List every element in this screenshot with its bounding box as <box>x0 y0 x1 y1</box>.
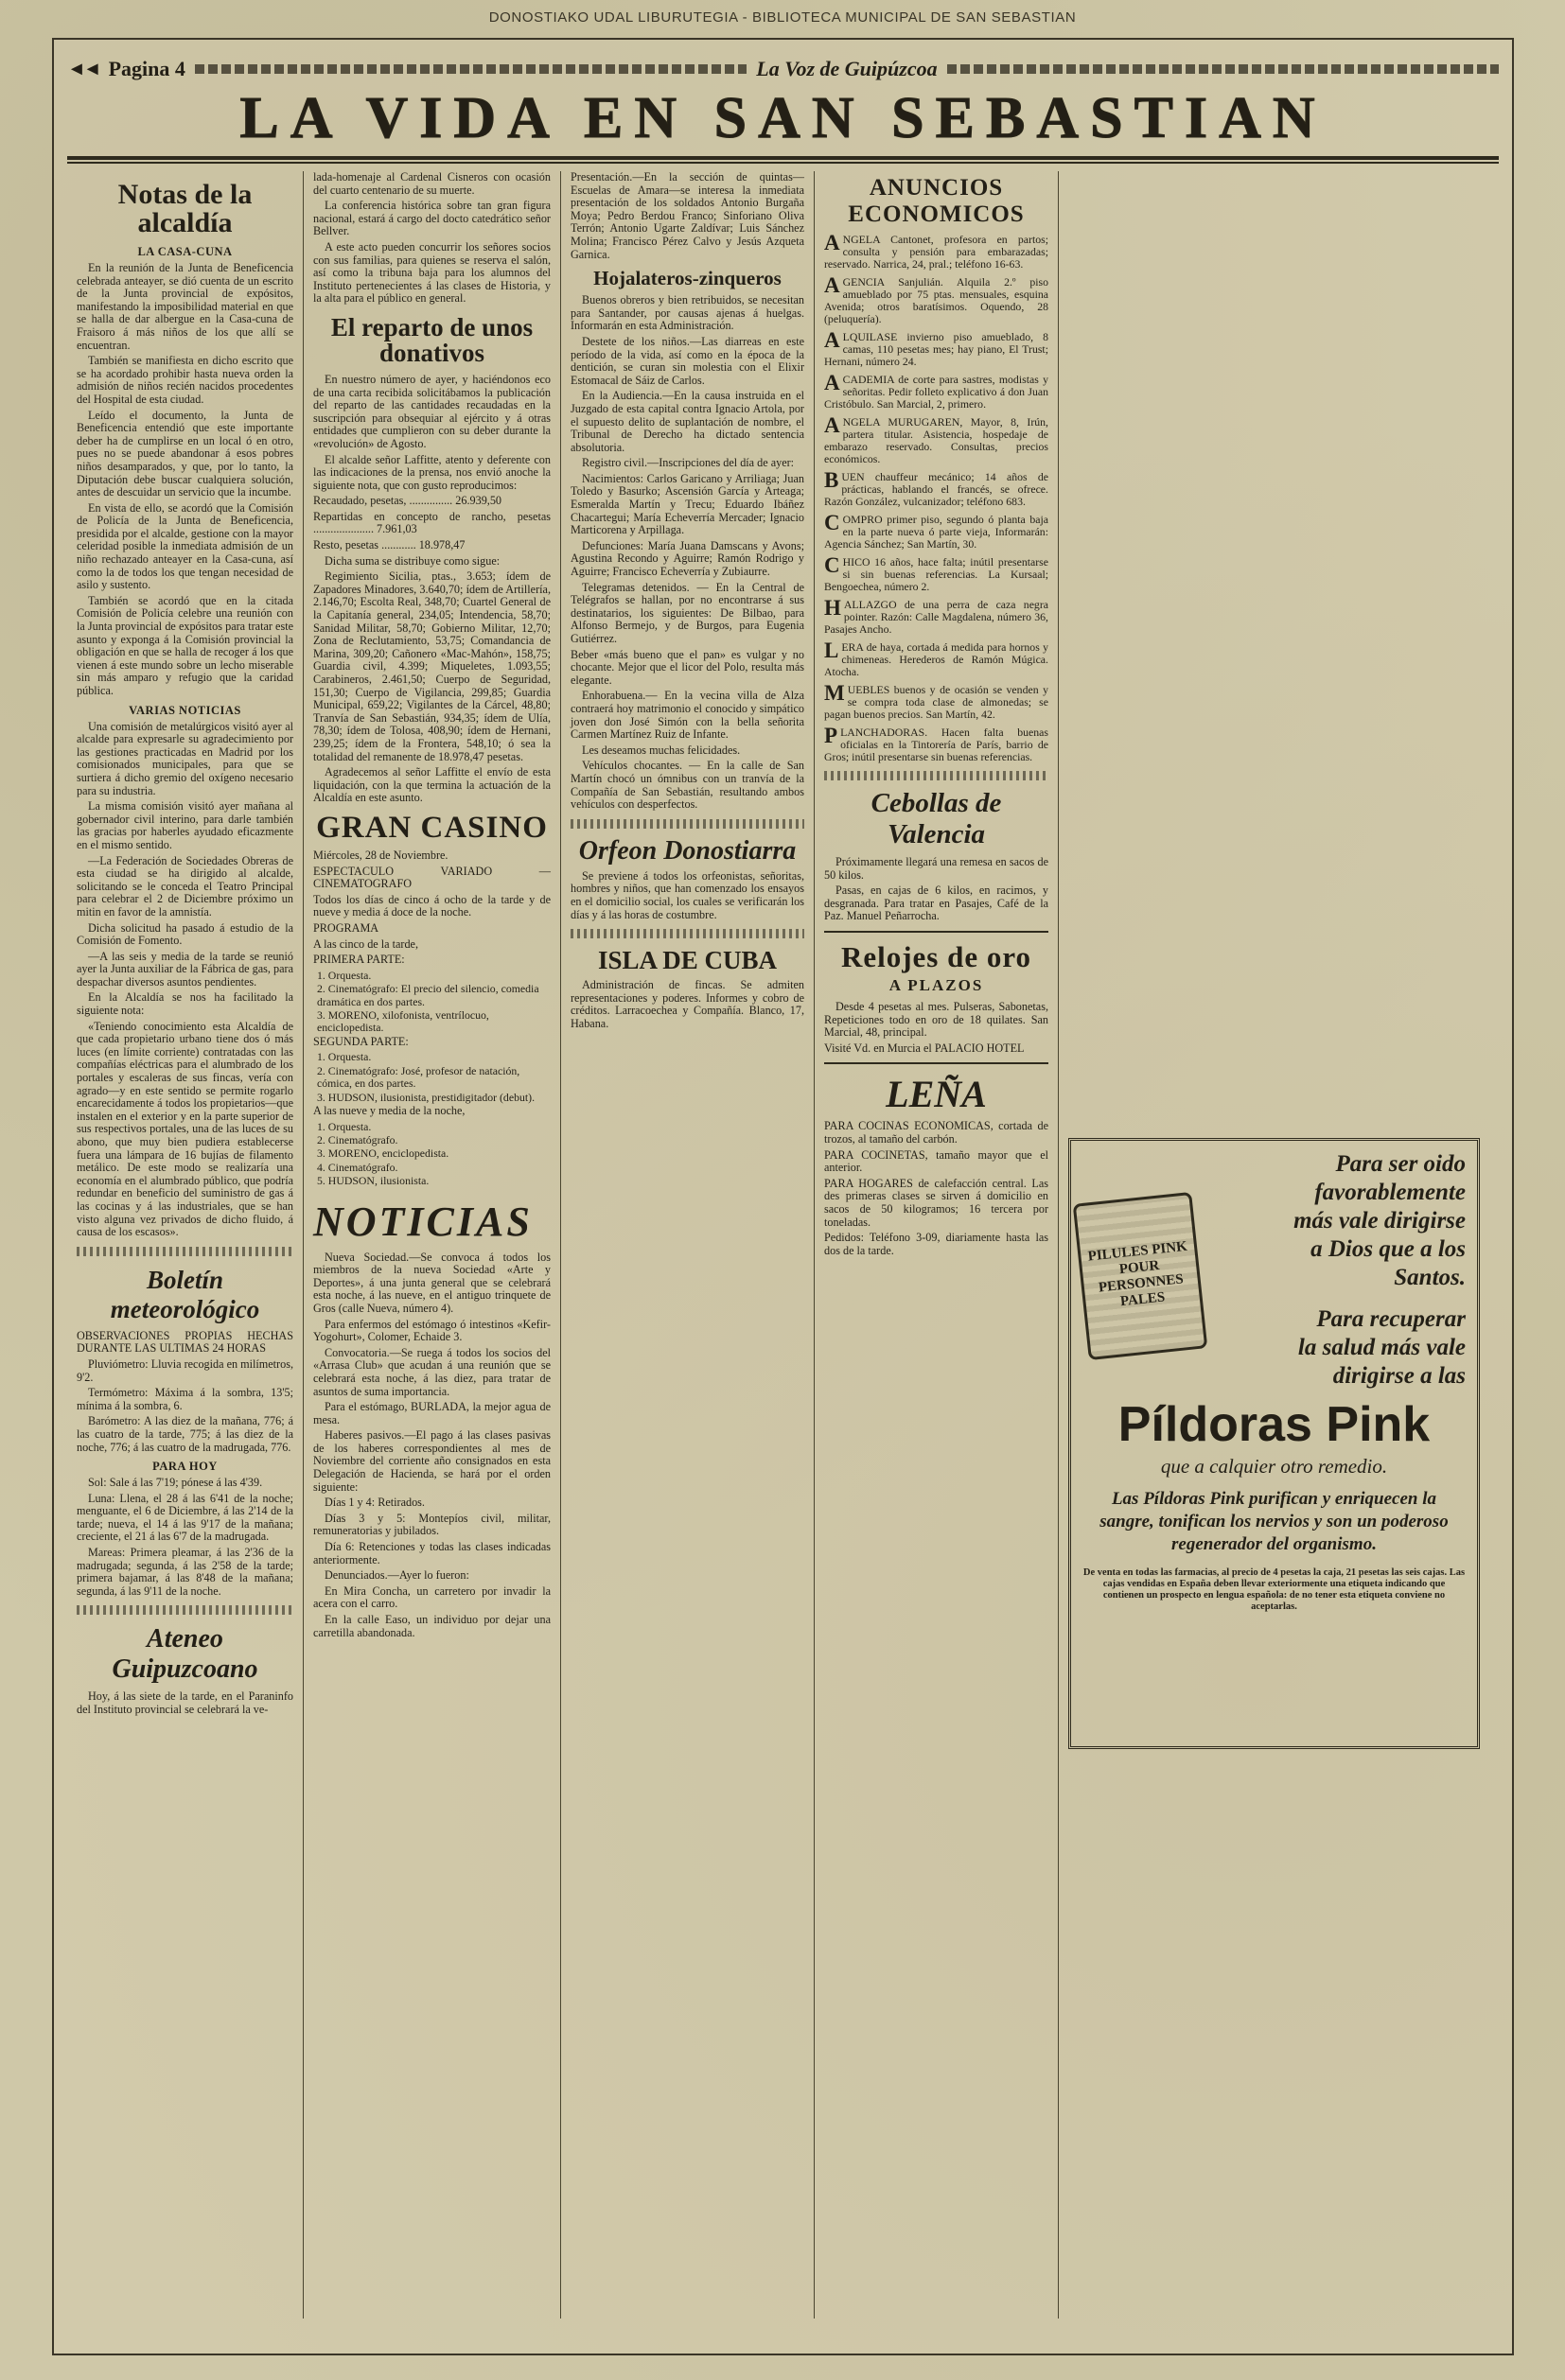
ad-relojes-de-oro: Relojes de oro <box>840 939 1032 973</box>
section-gran-casino: GRAN CASINO <box>316 810 548 845</box>
hoy-line: Luna: Llena, el 28 á las 6'41 de la noche; menguante, el 6 de Diciembre, á las 2'14 de la tarde; nueva, el 14 á las 9'17 de la mañana; creciente, el 21 á las 6'7 de la madrugada. <box>77 1491 293 1544</box>
list-item: 2. Cinematógrafo. <box>317 1132 398 1146</box>
ornament-divider <box>571 929 804 938</box>
divider-thick <box>67 156 1499 160</box>
ornament-divider <box>824 771 1048 780</box>
classified-ad <box>824 468 1048 508</box>
paragraph: Telegramas detenidos. — En la Central de Telégrafos se hallan, por no encontrarse á sus destinatarios, los siguientes: De Bilbao, para Alfonso Bermejo, y de Burgos, para Eugenia Gutiérrez. <box>571 580 804 645</box>
ad-text: ALLAZGO de una perra de caza negra pointer. Razón: Calle Magdalena, número 36, Pasajes Ancho. <box>824 598 1048 636</box>
paragraph: Administración de fincas. Se admiten representaciones y poderes. Informes y cobro de créditos. Larracoechea y Compañía. Blanco, 17, Habana. <box>571 978 804 1030</box>
section-boletin-meteorologico: Boletín meteorológico <box>110 1265 260 1323</box>
casino-first-time: A las cinco de la tarde, <box>313 936 418 951</box>
column-2 <box>304 171 561 2319</box>
ad-dropcap: A <box>824 328 840 352</box>
list-item: 2. Cinematógrafo: El precio del silencio, comedia dramática en dos partes. <box>317 982 539 1008</box>
ad-text: GENCIA Sanjulián. Alquila 2.º piso amueblado por 75 ptas. mensuales, esquina Avenida; otros baratísimos. Oquendo, 28 (peluquería). <box>824 275 1048 325</box>
meteo-line: Pluviómetro: Lluvia recogida en milímetros, 9'2. <box>77 1356 293 1384</box>
ornament-divider <box>77 1605 293 1615</box>
casino-second-items <box>313 1051 551 1104</box>
paragraph: Registro civil.—Inscripciones del día de ayer: <box>582 456 795 470</box>
column-4 <box>815 171 1059 2319</box>
paragraph: Presentación.—En la sección de quintas—Escuelas de Amara—se interesa la inmediata presentación de los soldados Antonio Burgaña Moya; Pedro Berdou Franco; Sinforiano Oliva Terrón; Antonio Ugarte Zaldívar; Luis Sánchez Molina; Francisco Pérez Calvo y Jesús Azqueta Garnica. <box>571 170 804 261</box>
rule-left <box>195 64 747 74</box>
newspaper-sheet <box>52 38 1514 2355</box>
ad-text: LANCHADORAS. Hacen falta buenas oficialas en la Tintorería de París, barrio de Gros; inútil presentarse sin buenas referencias. <box>824 726 1048 763</box>
column-1 <box>67 171 304 2319</box>
ad-dropcap: B <box>824 468 839 492</box>
hoy-line: Mareas: Primera pleamar, á las 2'36 de la madrugada; segunda, á las 2'58 de la tarde; primera bajamar, á las 8'48 de la mañana; segunda, á las 9'11 de la noche. <box>77 1546 293 1598</box>
pink-body-text: Las Píldoras Pink purifican y enriquecen la sangre, tonifican los nervios y son un poderoso regenerador del organismo. <box>1099 1489 1449 1554</box>
paragraph: Desde 4 pesetas al mes. Pulseras, Sabonetas, Repeticiones todo en oro de 18 quilates. San Marcial, 48, principal. <box>824 999 1048 1040</box>
paragraph: Próximamente llegará una remesa en sacos de 50 kilos. <box>824 855 1048 882</box>
amount-line: Recaudado, pesetas, ............... 26.939,50 <box>313 494 502 508</box>
pink-headline-line: Para recuperar <box>1316 1306 1466 1332</box>
paragraph: Convocatoria.—Se ruega á todos los socios del «Arrasa Club» que acudan á una reunión que se celebrará esta noche, á las diez, para tratar de asuntos de suma importancia. <box>313 1345 551 1398</box>
ad-text: LQUILASE invierno piso amueblado, 8 camas, 110 pesetas mes; hay piano, El Trust; Hernani, número 24. <box>824 330 1048 368</box>
classified-ad <box>824 553 1048 593</box>
ad-text: UEBLES buenos y de ocasión se venden y se compra toda clase de almonedas; se pagan buenos precios. San Martín, 42. <box>824 683 1048 721</box>
ad-text: UEN chauffeur mecánico; 14 años de prácticas, hablando el francés, se ofrece. Razón González, vulcanizador; teléfono 683. <box>824 470 1048 508</box>
paragraph: La conferencia histórica sobre tan gran figura nacional, estará á cargo del docto catedrático señor Bellver. <box>313 199 551 238</box>
masthead-bar <box>67 57 1499 81</box>
column-3 <box>561 171 815 2319</box>
paragraph: Agradecemos al señor Laffitte el envío de esta liquidación, con la que termina la actuación de la Alcaldía en este asunto. <box>313 765 551 805</box>
ad-text: CADEMIA de corte para sastres, modistas y señoritas. Pedir folleto explicativo á don Juan Cristóbulo. San Marcial, 2, primero. <box>824 373 1048 411</box>
ad-dropcap: A <box>824 371 840 394</box>
list-item: 5. HUDSON, ilusionista. <box>317 1174 430 1188</box>
ad-dropcap: A <box>824 273 840 297</box>
subhead-casa-cuna: LA CASA-CUNA <box>137 245 233 258</box>
meteo-subhead: OBSERVACIONES PROPIAS HECHAS DURANTE LAS ULTIMAS 24 HORAS <box>77 1328 293 1356</box>
ad-dropcap: A <box>824 231 840 254</box>
list-item: 2. Cinematógrafo: José, profesor de natación, cómica, en dos partes. <box>317 1063 520 1091</box>
classified-ad <box>824 511 1048 551</box>
paragraph: Destete de los niños.—Las diarreas en este período de la vida, así como en la época de la dentición, se curan sin molestia con el Elixir Estomacal de Sáiz de Carlos. <box>571 334 804 387</box>
paragraph: En Mira Concha, un carretero por invadir la acera con el carro. <box>313 1584 551 1611</box>
paragraph: Denunciados.—Ayer lo fueron: <box>325 1568 469 1583</box>
paragraph: En la reunión de la Junta de Beneficencia celebrada anteayer, se dió cuenta de un escrito de la Junta provincial de expósitos, manifestando la imposibilidad material en que se halla de dar albergue en la Casa-cuna de Fraisoro á más niños de los que allí se encuentran. <box>77 261 293 352</box>
amount-line: Repartidas en concepto de rancho, pesetas ..................... 7.961,03 <box>313 509 551 536</box>
casino-hours: Todos los días de cinco á ocho de la tarde y de nueve y media á doce de la noche. <box>313 892 551 919</box>
column-5-spacer <box>1068 171 1480 1127</box>
paragraph: Pedidos: Teléfono 3-09, diariamente hasta las dos de la tarde. <box>824 1231 1048 1257</box>
section-hojalateros: Hojalateros-zinqueros <box>593 267 782 290</box>
subhead-para-hoy: PARA HOY <box>152 1460 218 1474</box>
ad-dropcap: C <box>824 511 840 534</box>
casino-night-time: A las nueve y media de la noche, <box>313 1103 466 1117</box>
paragraph: Haberes pasivos.—El pago á las clases pasivas de los haberes correspondientes al mes de Noviembre del corriente año consignados en esta Delegación de Hacienda, se hará por el orden siguiente: <box>313 1428 551 1494</box>
paragraph: Enhorabuena.— En la vecina villa de Alza contraerá hoy matrimonio el conocido y simpático joven don José Simón con la bella señorita Carmen Martínez Ruiz de Infante. <box>571 689 804 742</box>
columns-container <box>67 171 1499 2319</box>
paragraph: —A las seis y media de la tarde se reunió ayer la Junta auxiliar de la Fábrica de gas, para despachar diversos asuntos pendientes. <box>77 949 293 989</box>
ad-cebollas-valencia: Cebollas de Valencia <box>870 788 1002 849</box>
pink-headline-line: más vale dirigirse <box>1293 1208 1466 1234</box>
ad-dropcap: P <box>824 724 838 747</box>
classified-ad <box>824 231 1048 271</box>
ad-relojes-plazos: A PLAZOS <box>888 975 984 994</box>
paragraph: Días 1 y 4: Retirados. <box>325 1496 425 1510</box>
rule-right <box>947 64 1499 74</box>
classified-ad <box>824 413 1048 465</box>
page-number: Pagina 4 <box>108 57 185 80</box>
paragraph: Para el estómago, BURLADA, la mejor agua de mesa. <box>313 1400 551 1426</box>
ad-dropcap: A <box>824 413 840 437</box>
paragraph: Una comisión de metalúrgicos visitó ayer al alcalde para expresarle su agradecimiento por las gestiones practicadas en Madrid por los comisionados municipales, para que se surtiera á dicho gremio del oxígeno necesario para su industria. <box>77 719 293 797</box>
amount-line: Resto, pesetas ............ 18.978,47 <box>313 538 466 552</box>
divider-thin <box>67 162 1499 164</box>
pink-headline-line: dirigirse a las <box>1332 1363 1466 1389</box>
paragraph: PARA HOGARES de calefacción central. Las des primeras clases se sirven á domicilio en sacos de 50 kilogramos; 16 tercera por toneladas. <box>824 1176 1048 1229</box>
paper-name: La Voz de Guipúzcoa <box>756 57 938 80</box>
classified-ad <box>824 641 1048 678</box>
ornament-divider <box>571 819 804 829</box>
pink-headline-line: Para ser oido <box>1335 1151 1466 1177</box>
classified-ad <box>824 726 1048 763</box>
paragraph: A este acto pueden concurrir los señores socios con sus familias, para quienes se reserva el salón, así como la tribuna baja para los alumnos del Instituto pertenecientes á las clases de Historia, y la alta para el público en general. <box>313 239 551 306</box>
classified-ad <box>824 273 1048 325</box>
ad-text: HICO 16 años, hace falta; inútil presentarse si sin buenas referencias. La Kursaal; Bengoechea, número 2. <box>824 555 1048 593</box>
paragraph: lada-homenaje al Cardenal Cisneros con ocasión del cuarto centenario de su muerte. <box>313 170 551 197</box>
hoy-line: Sol: Sale á las 7'19; pónese á las 4'39. <box>88 1476 263 1490</box>
paragraph: PARA COCINAS ECONOMICAS, cortada de trozos, al tamaño del carbón. <box>824 1119 1048 1146</box>
meteo-line: Barómetro: A las diez de la mañana, 776; á las cuatro de la tarde, 775; á las diez de la noche, 776; á las cuatro de la madrugada, 776. <box>77 1414 293 1454</box>
pink-product-name: Píldoras Pink <box>1117 1397 1431 1452</box>
paragraph: Nueva Sociedad.—Se convoca á todos los miembros de la nueva Sociedad «Arte y Deportes», á una junta general que se celebrará esta noche, á las nueve, en el antiguo trinquete de Gros (calle Nueva, número 4). <box>313 1250 551 1315</box>
ad-dropcap: M <box>824 681 845 705</box>
pink-headline-line: favorablemente <box>1314 1180 1466 1205</box>
paragraph: En la calle Easo, un individuo por dejar una carretilla abandonada. <box>313 1613 551 1639</box>
list-item: 4. Cinematógrafo. <box>317 1160 398 1174</box>
ornament-divider <box>77 1247 293 1256</box>
casino-second-label: SEGUNDA PARTE: <box>313 1034 409 1048</box>
paragraph: «Teniendo conocimiento esta Alcaldía de que cada propietario urbano tiene dos ó más luces (en límite corriente) contratadas con las compañías eléctricas para el alumbrado de los portales y escaleras de sus fincas, vería con agrado—y en este sentido se permite rogarlo encarecidamente á todos los propietarios—que instalen en el exterior y en la parte superior de sus respectivos portales, una de las luces de su abono, que muy bien pudiera establecerse fuera una lámpara de 16 bujías de filamento metálico. De este modo se realizaría una economía en el alumbrado público, que podría redundar en beneficio del suministro de gas á las cocinas y á las industriales, que se han visto alguna vez privados de dicho fluido, á causa de los escasos». <box>77 1019 293 1239</box>
paragraph: —La Federación de Sociedades Obreras de esta ciudad se ha dirigido al alcalde, solicitando se le conceda el Teatro Principal para celebrar el 2 de Diciembre próximo un mitin en favor de la amnistía. <box>77 853 293 919</box>
classified-ad <box>824 596 1048 636</box>
paragraph: También se acordó que en la citada Comisión de Policía celebre una reunión con la Junta provincial de expósitos para tratar este asunto y exponga á la Comisión provincial la obligación en que se halla de recoger á los que vienen á este mundo sobre un lecho miserable sin más amparo y refugio que la caridad pública. <box>77 593 293 697</box>
meteo-line: Termómetro: Máxima á la sombra, 13'5; mínima á la sombra, 6. <box>77 1386 293 1412</box>
section-anuncios-economicos: ANUNCIOS ECONOMICOS <box>848 175 1025 227</box>
casino-first-label: PRIMERA PARTE: <box>313 953 405 967</box>
section-noticias: NOTICIAS <box>313 1198 533 1245</box>
page-title: LA VIDA EN SAN SEBASTIAN <box>239 86 1327 150</box>
casino-first-items <box>313 970 551 1035</box>
section-notas-alcaldia: Notas de la alcaldía <box>117 179 253 238</box>
pink-headline-line: Santos. <box>1394 1265 1466 1290</box>
section-reparto-donativos: El reparto de unos donativos <box>330 312 534 367</box>
paragraph: Dicha solicitud ha pasado á estudio de la Comisión de Fomento. <box>77 920 293 948</box>
section-orfeon-donostiarra: Orfeon Donostiarra <box>578 835 797 866</box>
classified-ad <box>824 371 1048 411</box>
paragraph: En nuestro número de ayer, y haciéndonos eco de una carta recibida solicitábamos la publicación del reparto de las cantidades recaudadas en la suscripción para obsequiar al ejército y á otras entidades que cumplieron con su deber durante la «revolución» de Agosto. <box>313 372 551 450</box>
ad-text: OMPRO primer piso, segundo ó planta baja en la parte nueva ó parte vieja, Informarán: Agencia Sánchez; San Martín, 30. <box>824 513 1048 551</box>
paragraph: En la Alcaldía se nos ha facilitado la siguiente nota: <box>77 990 293 1018</box>
paragraph: También se manifiesta en dicho escrito que se ha acordado prohibir hasta nueva orden la admisión de niños recién nacidos procedentes del Hospital de esta ciudad. <box>77 354 293 406</box>
paragraph: El alcalde señor Laffitte, atento y deferente con las indicaciones de la prensa, nos envió anoche la siguiente nota, que con gusto reproducimos: <box>313 452 551 492</box>
ad-dropcap: H <box>824 596 841 620</box>
list-item: 1. Orquesta. <box>317 968 372 982</box>
casino-programa-label: PROGRAMA <box>313 920 379 935</box>
list-item: 1. Orquesta. <box>317 1050 372 1064</box>
library-banner: DONOSTIAKO UDAL LIBURUTEGIA - BIBLIOTECA MUNICIPAL DE SAN SEBASTIAN <box>488 9 1077 26</box>
ad-dropcap: L <box>824 639 839 662</box>
paragraph: Para enfermos del estómago ó intestinos «Kefir-Yogohurt», Colomer, Echaide 3. <box>313 1317 551 1344</box>
classified-ad <box>824 328 1048 368</box>
casino-date: Miércoles, 28 de Noviembre. <box>313 848 448 862</box>
ad-text: ERA de haya, cortada á medida para hornos y chimeneas. Herederos de Ramón Múgica. Atocha. <box>824 640 1048 678</box>
ad-dropcap: C <box>824 553 840 577</box>
casino-kind: ESPECTACULO VARIADO — CINEMATOGRAFO <box>313 864 551 891</box>
pink-tagline: que a calquier otro remedio. <box>1160 1455 1388 1478</box>
pink-footnote: De venta en todas las farmacias, al precio de 4 pesetas la caja, 21 pesetas las seis cajas. Las cajas vendidas en España deben llevar exteriormente una etiqueta indicando que contienen un prospecto en lengua española: de no tener esta etiqueta conviene no aceptarlas. <box>1082 1567 1466 1612</box>
paragraph: En la Audiencia.—En la causa instruida en el Juzgado de esta capital contra Ignacio Artola, por el supuesto delito de suplantación de nombre, el Tribunal de Derecho ha dictado sentencia absolutoria. <box>571 389 804 454</box>
ad-pildoras-pink <box>1068 1138 1480 1749</box>
paragraph: Día 6: Retenciones y todas las clases indicadas anteriormente. <box>313 1540 551 1566</box>
list-item: 3. HUDSON, ilusionista, prestidigitador (debut). <box>317 1090 536 1104</box>
pink-can-label: PILULES PINK POUR PERSONNES PALES <box>1073 1192 1208 1360</box>
subhead-varias-noticias: VARIAS NOTICIAS <box>129 703 241 717</box>
paragraph: La misma comisión visitó ayer mañana al gobernador civil interino, para darle también las gracias por haberles ayudado eficazmente en el mismo sentido. <box>77 799 293 851</box>
left-arrow-icon: ◄◄ <box>67 58 99 79</box>
ad-text: NGELA MURUGAREN, Mayor, 8, Irún, partera titular. Asistencia, hospedaje de embarazo reservado. Consultas, precios económicos. <box>824 415 1048 465</box>
paragraph: Buenos obreros y bien retribuidos, se necesitan para Santander, por causas ajenas á huelgas. Informarán en esta Administración. <box>571 293 804 333</box>
section-ateneo-guipuzcoano: Ateneo Guipuzcoano <box>112 1624 258 1685</box>
paragraph: En vista de ello, se acordó que la Comisión de Policía de la Junta de Beneficencia, presidida por el alcalde, gestione con la mayor celeridad posible la inmediata admisión de un niño rechazado anteayer en la Casa-cuna, así como la de todos los que tengan necesidad de asilo y sustento. <box>77 500 293 592</box>
paragraph: Días 3 y 5: Montepíos civil, militar, remuneratorias y jubilados. <box>313 1511 551 1538</box>
pink-headline-line: la salud más vale <box>1297 1335 1466 1360</box>
divider <box>824 1062 1048 1064</box>
classified-ad <box>824 681 1048 721</box>
pink-headline-line: a Dios que a los <box>1310 1236 1466 1262</box>
paragraph: Dicha suma se distribuye como sigue: <box>325 553 501 568</box>
list-item: 1. Orquesta. <box>317 1119 372 1133</box>
paragraph: Se previene á todos los orfeonistas, señoritas, hombres y niños, que han comenzado los ensayos en el domicilio social, los cuales se verificarán los días y á las horas de costumbre. <box>571 868 804 921</box>
ad-palacio-hotel: Visité Vd. en Murcia el PALACIO HOTEL <box>824 1041 1025 1055</box>
list-item: 3. MORENO, xilofonista, ventrílocuo, enciclopedista. <box>317 1007 489 1035</box>
paragraph: Pasas, en cajas de 6 kilos, en racimos, y desgranada. Para tratar en Pasajes, Café de la Paz. Manuel Peñarrocha. <box>824 884 1048 923</box>
divider <box>824 931 1048 933</box>
paragraph: Defunciones: María Juana Damscans y Avons; Agustina Recondo y Aguirre; Ramón Rodrigo y Aguirre; Francisco Echeverría y Zubiaurre. <box>571 538 804 579</box>
paragraph: Vehículos chocantes. — En la calle de San Martín chocó un ómnibus con un tranvía de la Compañía de San Sebastián, resultando ambos vehículos con desperfectos. <box>571 759 804 812</box>
paragraph: Nacimientos: Carlos Garicano y Arriliaga; Juan Toledo y Basurko; Ascensión García y Arteaga; Esmeralda Martín y Trecu; Eduardo Ibáñez Chacartegui; María Echeverría Mercader; Ignacio Marticorena y Arpillaga. <box>571 471 804 537</box>
ad-text: NGELA Cantonet, profesora en partos; consulta y pensión para embarazadas; reservado. Narrica, 24, pral.; teléfono 16-63. <box>824 233 1048 271</box>
pink-can-illustration <box>1081 1198 1222 1396</box>
ad-lena: LEÑA <box>886 1073 987 1116</box>
list-item: 3. MORENO, enciclopedista. <box>317 1146 449 1161</box>
paragraph: Hoy, á las siete de la tarde, en el Paraninfo del Instituto provincial se celebrará la ve- <box>77 1689 293 1717</box>
paragraph: Regimiento Sicilia, ptas., 3.653; ídem de Zapadores Minadores, 3.640,70; ídem de Artillería, 2.146,70; Escolta Real, 348,70; Cuartel General de la Capitanía general, 234,05; Intendencia, 58,70; Sanidad Militar, 58,70; Gobierno Militar, 12,70; Zona de Reclutamiento, 53,75; Comandancia de Marina, 309,20; Cañonero «Mac-Mahón», 158,75; Guardia civil, 4.399; Miqueletes, 1.093,55; Carabineros, 2.461,50; Cuerpo de Seguridad, 151,30; Cuerpo de Vigilancia, 299,85; Guardia Municipal, 659,22; Vigilantes de la Cárcel, 48,80; Tranvía de San Sebastián, 934,35; ídem de Ulía, 78,30; ídem de Tolosa, 408,90; ídem de Hernani, 239,25; ídem de la Frontera, 548,10; ó sea la totalidad del remanente de 18.978,47 pesetas. <box>313 569 551 763</box>
paragraph: PARA COCINETAS, tamaño mayor que el anterior. <box>824 1147 1048 1175</box>
ad-isla-de-cuba: ISLA DE CUBA <box>597 946 778 975</box>
casino-night-items <box>313 1121 551 1188</box>
licor-del-polo-slogan: Beber «más bueno que el pan» es vulgar y no chocante. Mejor que el licor del Polo, resulta más elegante. <box>571 647 804 687</box>
paragraph: Leído el documento, la Junta de Beneficencia entendió que este importante deber ha de cumplirse en un local ó en otro, pues no se puede abandonar á esos pobres niños desamparados, y que, por lo tanto, la Diputación debe buscar cualquiera solución, antes de descuidar un servicio que la incumbe. <box>77 408 293 499</box>
column-5 <box>1059 171 1489 2319</box>
paragraph: Les deseamos muchas felicidades. <box>582 743 741 757</box>
